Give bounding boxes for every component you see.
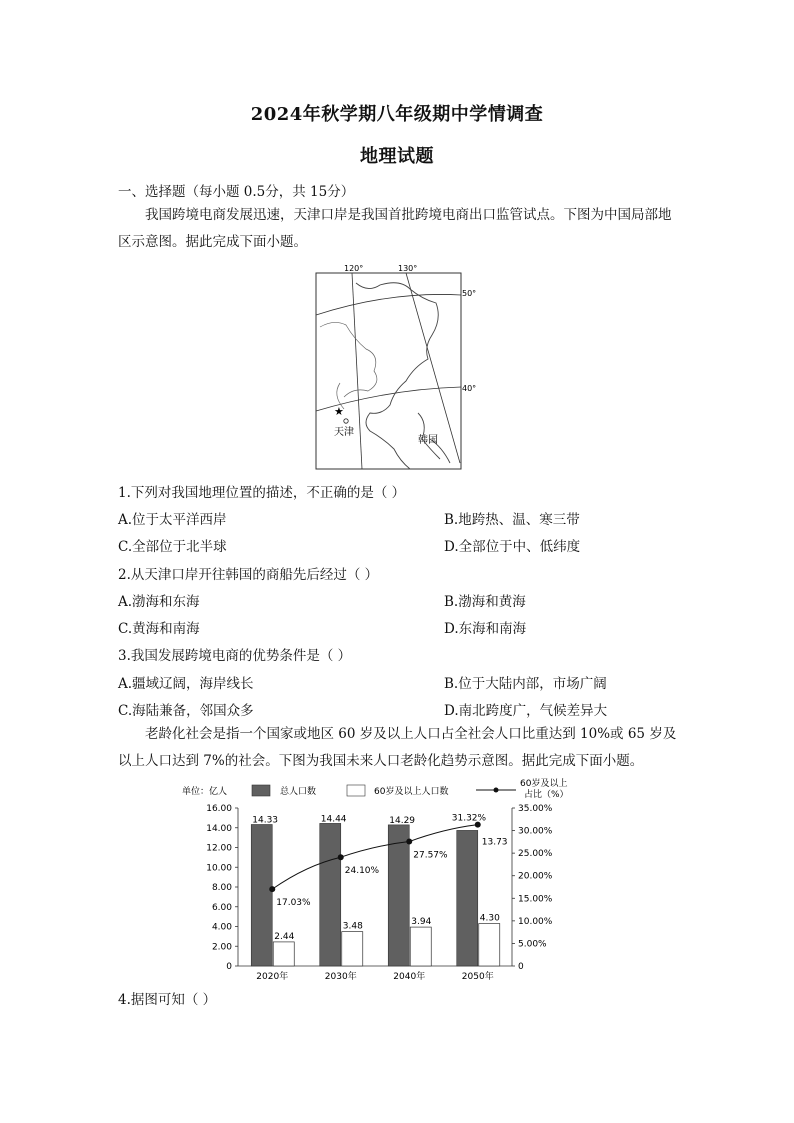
place-tianjin: 天津 (334, 427, 354, 438)
lat-label-50: 50° (462, 289, 477, 298)
x-tick-label: 2030年 (324, 972, 357, 982)
question-2-option-b: B.渤海和黄海 (444, 594, 526, 610)
intro-paragraph-2: 老龄化社会是指一个国家或地区 60 岁及以上人口占全社会人口比重达到 10%或 65 岁及以上人口达到 7%的社会。下图为我国未来人口老龄化趋势示意图。据此完成下面小题。 (118, 726, 677, 769)
section-heading: 一、选择题（每小题 0.5分，共 15分） (118, 184, 355, 200)
question-2-option-d: D.东海和南海 (444, 621, 527, 637)
y-right-tick-label: 35.00% (518, 804, 553, 814)
question-1-option-d: D.全部位于中、低纬度 (444, 539, 581, 555)
y-right-tick-label: 20.00% (518, 871, 553, 882)
question-3-option-a: A.疆域辽阔，海岸线长 (118, 676, 254, 692)
ratio-label: 24.10% (344, 866, 380, 877)
question-1-option-c: C.全部位于北半球 (118, 539, 227, 555)
intro-paragraph-1: 我国跨境电商发展迅速，天津口岸是我国首批跨境电商出口监管试点。下图为中国局部地区示意图。据此完成下面小题。 (118, 207, 672, 250)
y-left-tick-label: 10.00 (206, 863, 232, 874)
bar-total-label: 13.73 (481, 837, 508, 848)
bar-total (388, 825, 409, 966)
legend-swatch-total (252, 785, 270, 796)
legend-label-total: 总人口数 (280, 787, 317, 797)
y-right-tick-label: 5.00% (518, 939, 547, 950)
bar-elderly (273, 942, 294, 966)
y-right-tick-label: 25.00% (518, 849, 553, 860)
y-left-tick-label: 2.00 (211, 942, 232, 953)
y-right-tick-label: 30.00% (518, 826, 553, 837)
legend-label-ratio-line1: 60岁及以上 (520, 779, 568, 789)
paper-title: 2024年秋学期八年级期中学情调查 (250, 104, 544, 125)
ratio-label: 17.03% (276, 898, 311, 909)
question-3-stem: 3.我国发展跨境电商的优势条件是（ ） (118, 648, 352, 664)
ratio-label: 31.32% (451, 813, 487, 824)
question-1-option-a: A.位于太平洋西岸 (118, 512, 227, 528)
y-left-tick-label: 0 (226, 962, 232, 972)
y-left-tick-label: 12.00 (206, 843, 232, 854)
paper-subject: 地理试题 (360, 146, 434, 167)
china-partial-map (310, 263, 477, 473)
x-tick-label: 2020年 (256, 972, 289, 982)
bar-total-label: 14.29 (389, 815, 416, 826)
question-3-option-d: D.南北跨度广，气候差异大 (444, 703, 608, 719)
bar-total (320, 823, 341, 966)
bar-total (251, 824, 272, 966)
y-left-tick-label: 8.00 (211, 883, 232, 893)
question-2-stem: 2.从天津口岸开往韩国的商船先后经过（ ） (118, 567, 379, 583)
legend-swatch-old (347, 785, 365, 796)
y-right-tick-label: 0 (518, 962, 524, 972)
y-left-tick-label: 6.00 (211, 902, 232, 913)
x-tick-label: 2040年 (393, 972, 426, 982)
y-left-tick-label: 16.00 (206, 804, 232, 814)
question-3-option-c: C.海陆兼备，邻国众多 (118, 703, 254, 719)
y-left-tick-label: 14.00 (206, 823, 232, 834)
ratio-label: 27.57% (413, 850, 448, 861)
question-1-stem: 1.下列对我国地理位置的描述，不正确的是（ ） (118, 485, 406, 501)
lon-label-130: 130° (398, 264, 418, 273)
place-korea: 韩国 (418, 435, 438, 446)
bar-elderly-label: 4.30 (479, 913, 500, 924)
question-4-stem: 4.据图可知（ ） (118, 992, 217, 1008)
bar-elderly (342, 932, 363, 966)
bar-total-label: 14.44 (320, 814, 347, 825)
lon-label-120: 120° (344, 264, 364, 273)
ratio-point (338, 854, 344, 860)
bar-total-label: 14.33 (252, 815, 279, 826)
question-3-option-b: B.位于大陆内部，市场广阔 (444, 676, 607, 692)
ratio-point (406, 839, 412, 845)
legend-label-ratio-line2: 占比（%） (524, 790, 569, 800)
lat-label-40: 40° (462, 384, 477, 393)
aging-trend-chart (180, 776, 620, 981)
question-2-option-c: C.黄海和南海 (118, 621, 200, 637)
capital-star-icon: ★ (334, 405, 344, 418)
legend-label-old: 60岁及以上人口数 (374, 787, 449, 797)
ratio-point (269, 886, 275, 892)
bar-elderly (479, 924, 500, 966)
question-2-option-a: A.渤海和东海 (118, 594, 200, 610)
y-left-tick-label: 4.00 (211, 922, 232, 933)
bar-total (457, 830, 478, 966)
bar-elderly-label: 3.48 (342, 921, 363, 932)
bar-elderly-label: 2.44 (274, 931, 295, 942)
question-1-option-b: B.地跨热、温、寒三带 (444, 512, 580, 528)
bar-elderly-label: 3.94 (411, 917, 432, 928)
y-right-tick-label: 15.00% (518, 894, 553, 905)
chart-unit-label: 单位：亿人 (182, 787, 228, 797)
y-right-tick-label: 10.00% (518, 916, 553, 927)
x-tick-label: 2050年 (461, 972, 494, 982)
legend-marker-ratio (494, 788, 499, 793)
bar-elderly (410, 927, 431, 966)
